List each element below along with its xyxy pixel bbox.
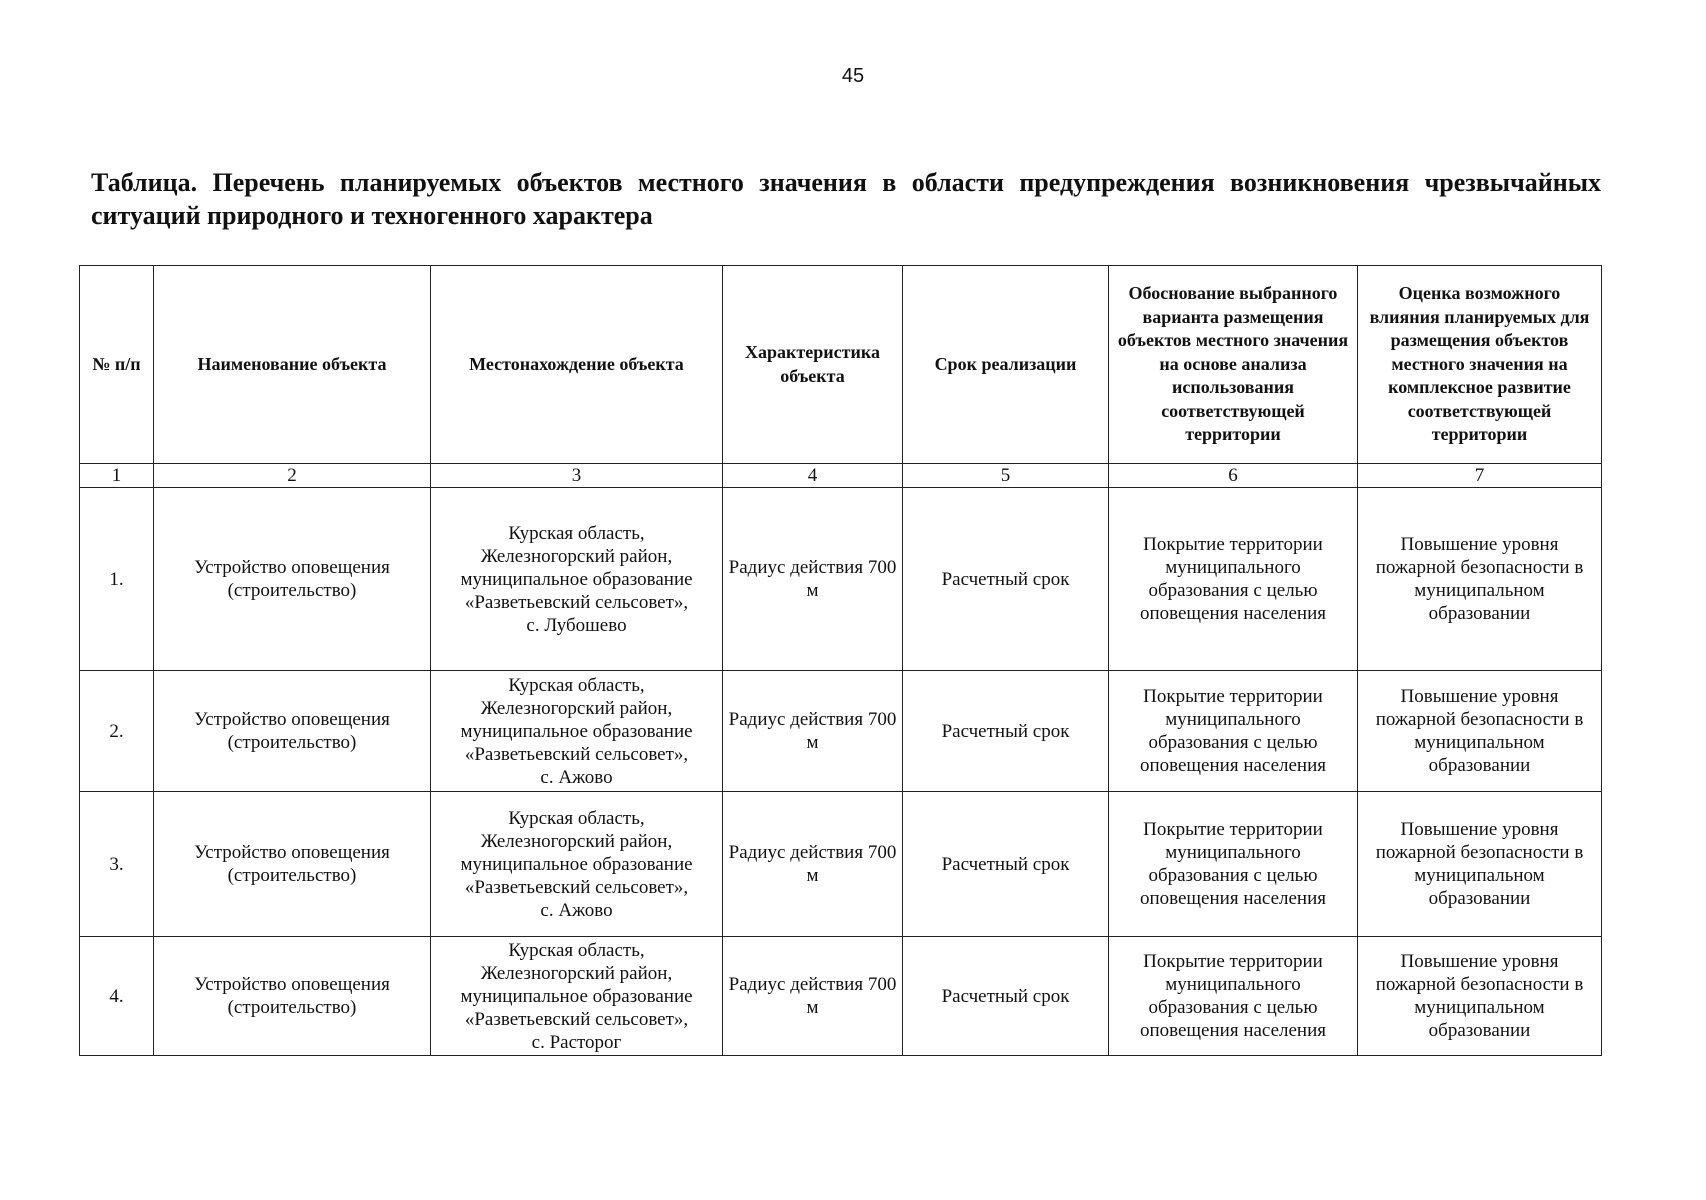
- object-characteristic: Радиус действия 700 м: [723, 792, 903, 937]
- object-location: [431, 488, 723, 671]
- object-name: Устройство оповещения (строительство): [154, 937, 431, 1056]
- header-number: № п/п: [80, 266, 154, 464]
- column-number: 6: [1109, 464, 1358, 488]
- location-line: Железногорский район,: [480, 830, 673, 852]
- table-title: Таблица. Перечень планируемых объектов местного значения в области предупреждения возникновения чрезвычайных ситуаций природного и техногенного характера: [91, 168, 1601, 230]
- impact-assessment: Повышение уровня пожарной безопасности в муниципальном образовании: [1358, 792, 1602, 937]
- location-line: муниципальное образование: [460, 985, 693, 1007]
- location-line: с. Ажово: [540, 766, 613, 788]
- column-number: 2: [154, 464, 431, 488]
- object-characteristic: Радиус действия 700 м: [723, 671, 903, 792]
- row-number: 1.: [80, 488, 154, 671]
- column-number: 4: [723, 464, 903, 488]
- row-number: 3.: [80, 792, 154, 937]
- table-row: [80, 488, 1602, 671]
- impact-assessment: Повышение уровня пожарной безопасности в муниципальном образовании: [1358, 937, 1602, 1056]
- column-number: 7: [1358, 464, 1602, 488]
- impact-assessment: Повышение уровня пожарной безопасности в муниципальном образовании: [1358, 488, 1602, 671]
- location-line: муниципальное образование: [460, 720, 693, 742]
- header-characteristic: Характеристика объекта: [723, 266, 903, 464]
- column-number: 5: [903, 464, 1109, 488]
- location-line: муниципальное образование: [460, 853, 693, 875]
- row-number: 2.: [80, 671, 154, 792]
- location-line: с. Ажово: [540, 899, 613, 921]
- placement-justification: Покрытие территории муниципального образования с целью оповещения населения: [1109, 792, 1358, 937]
- table-row: [80, 937, 1602, 1056]
- location-line: Железногорский район,: [480, 962, 673, 984]
- location-line: Железногорский район,: [480, 697, 673, 719]
- location-line: Курская область,: [508, 939, 645, 961]
- implementation-term: Расчетный срок: [903, 792, 1109, 937]
- location-line: «Разветьевский сельсовет»,: [464, 591, 689, 613]
- object-characteristic: Радиус действия 700 м: [723, 937, 903, 1056]
- placement-justification: Покрытие территории муниципального образования с целью оповещения населения: [1109, 671, 1358, 792]
- implementation-term: Расчетный срок: [903, 671, 1109, 792]
- table-row: [80, 671, 1602, 792]
- column-number-row: [80, 464, 1602, 488]
- page-number: 45: [841, 65, 865, 87]
- object-name: Устройство оповещения (строительство): [154, 671, 431, 792]
- location-line: «Разветьевский сельсовет»,: [464, 1008, 689, 1030]
- header-term: Срок реализации: [903, 266, 1109, 464]
- object-characteristic: Радиус действия 700 м: [723, 488, 903, 671]
- header-assessment: Оценка возможного влияния планируемых для размещения объектов местного значения на комплексное развитие соответствующей территории: [1358, 266, 1602, 464]
- location-line: «Разветьевский сельсовет»,: [464, 743, 689, 765]
- column-number: 3: [431, 464, 723, 488]
- object-name: Устройство оповещения (строительство): [154, 792, 431, 937]
- object-location: [431, 671, 723, 792]
- location-line: Курская область,: [508, 522, 645, 544]
- location-line: «Разветьевский сельсовет»,: [464, 876, 689, 898]
- location-line: с. Расторог: [531, 1031, 622, 1053]
- implementation-term: Расчетный срок: [903, 488, 1109, 671]
- table-row: [80, 792, 1602, 937]
- placement-justification: Покрытие территории муниципального образования с целью оповещения населения: [1109, 937, 1358, 1056]
- object-location: [431, 937, 723, 1056]
- location-line: Курская область,: [508, 674, 645, 696]
- header-row: [80, 266, 1602, 464]
- placement-justification: Покрытие территории муниципального образования с целью оповещения населения: [1109, 488, 1358, 671]
- location-line: Курская область,: [508, 807, 645, 829]
- implementation-term: Расчетный срок: [903, 937, 1109, 1056]
- header-name: Наименование объекта: [154, 266, 431, 464]
- header-location: Местонахождение объекта: [431, 266, 723, 464]
- object-name: Устройство оповещения (строительство): [154, 488, 431, 671]
- object-location: [431, 792, 723, 937]
- location-line: муниципальное образование: [460, 568, 693, 590]
- header-justification: Обоснование выбранного варианта размещения объектов местного значения на основе анализа использования соответствующей территории: [1109, 266, 1358, 464]
- objects-table: [79, 265, 1602, 1056]
- column-number: 1: [80, 464, 154, 488]
- location-line: Железногорский район,: [480, 545, 673, 567]
- impact-assessment: Повышение уровня пожарной безопасности в муниципальном образовании: [1358, 671, 1602, 792]
- row-number: 4.: [80, 937, 154, 1056]
- location-line: с. Лубошево: [526, 614, 627, 636]
